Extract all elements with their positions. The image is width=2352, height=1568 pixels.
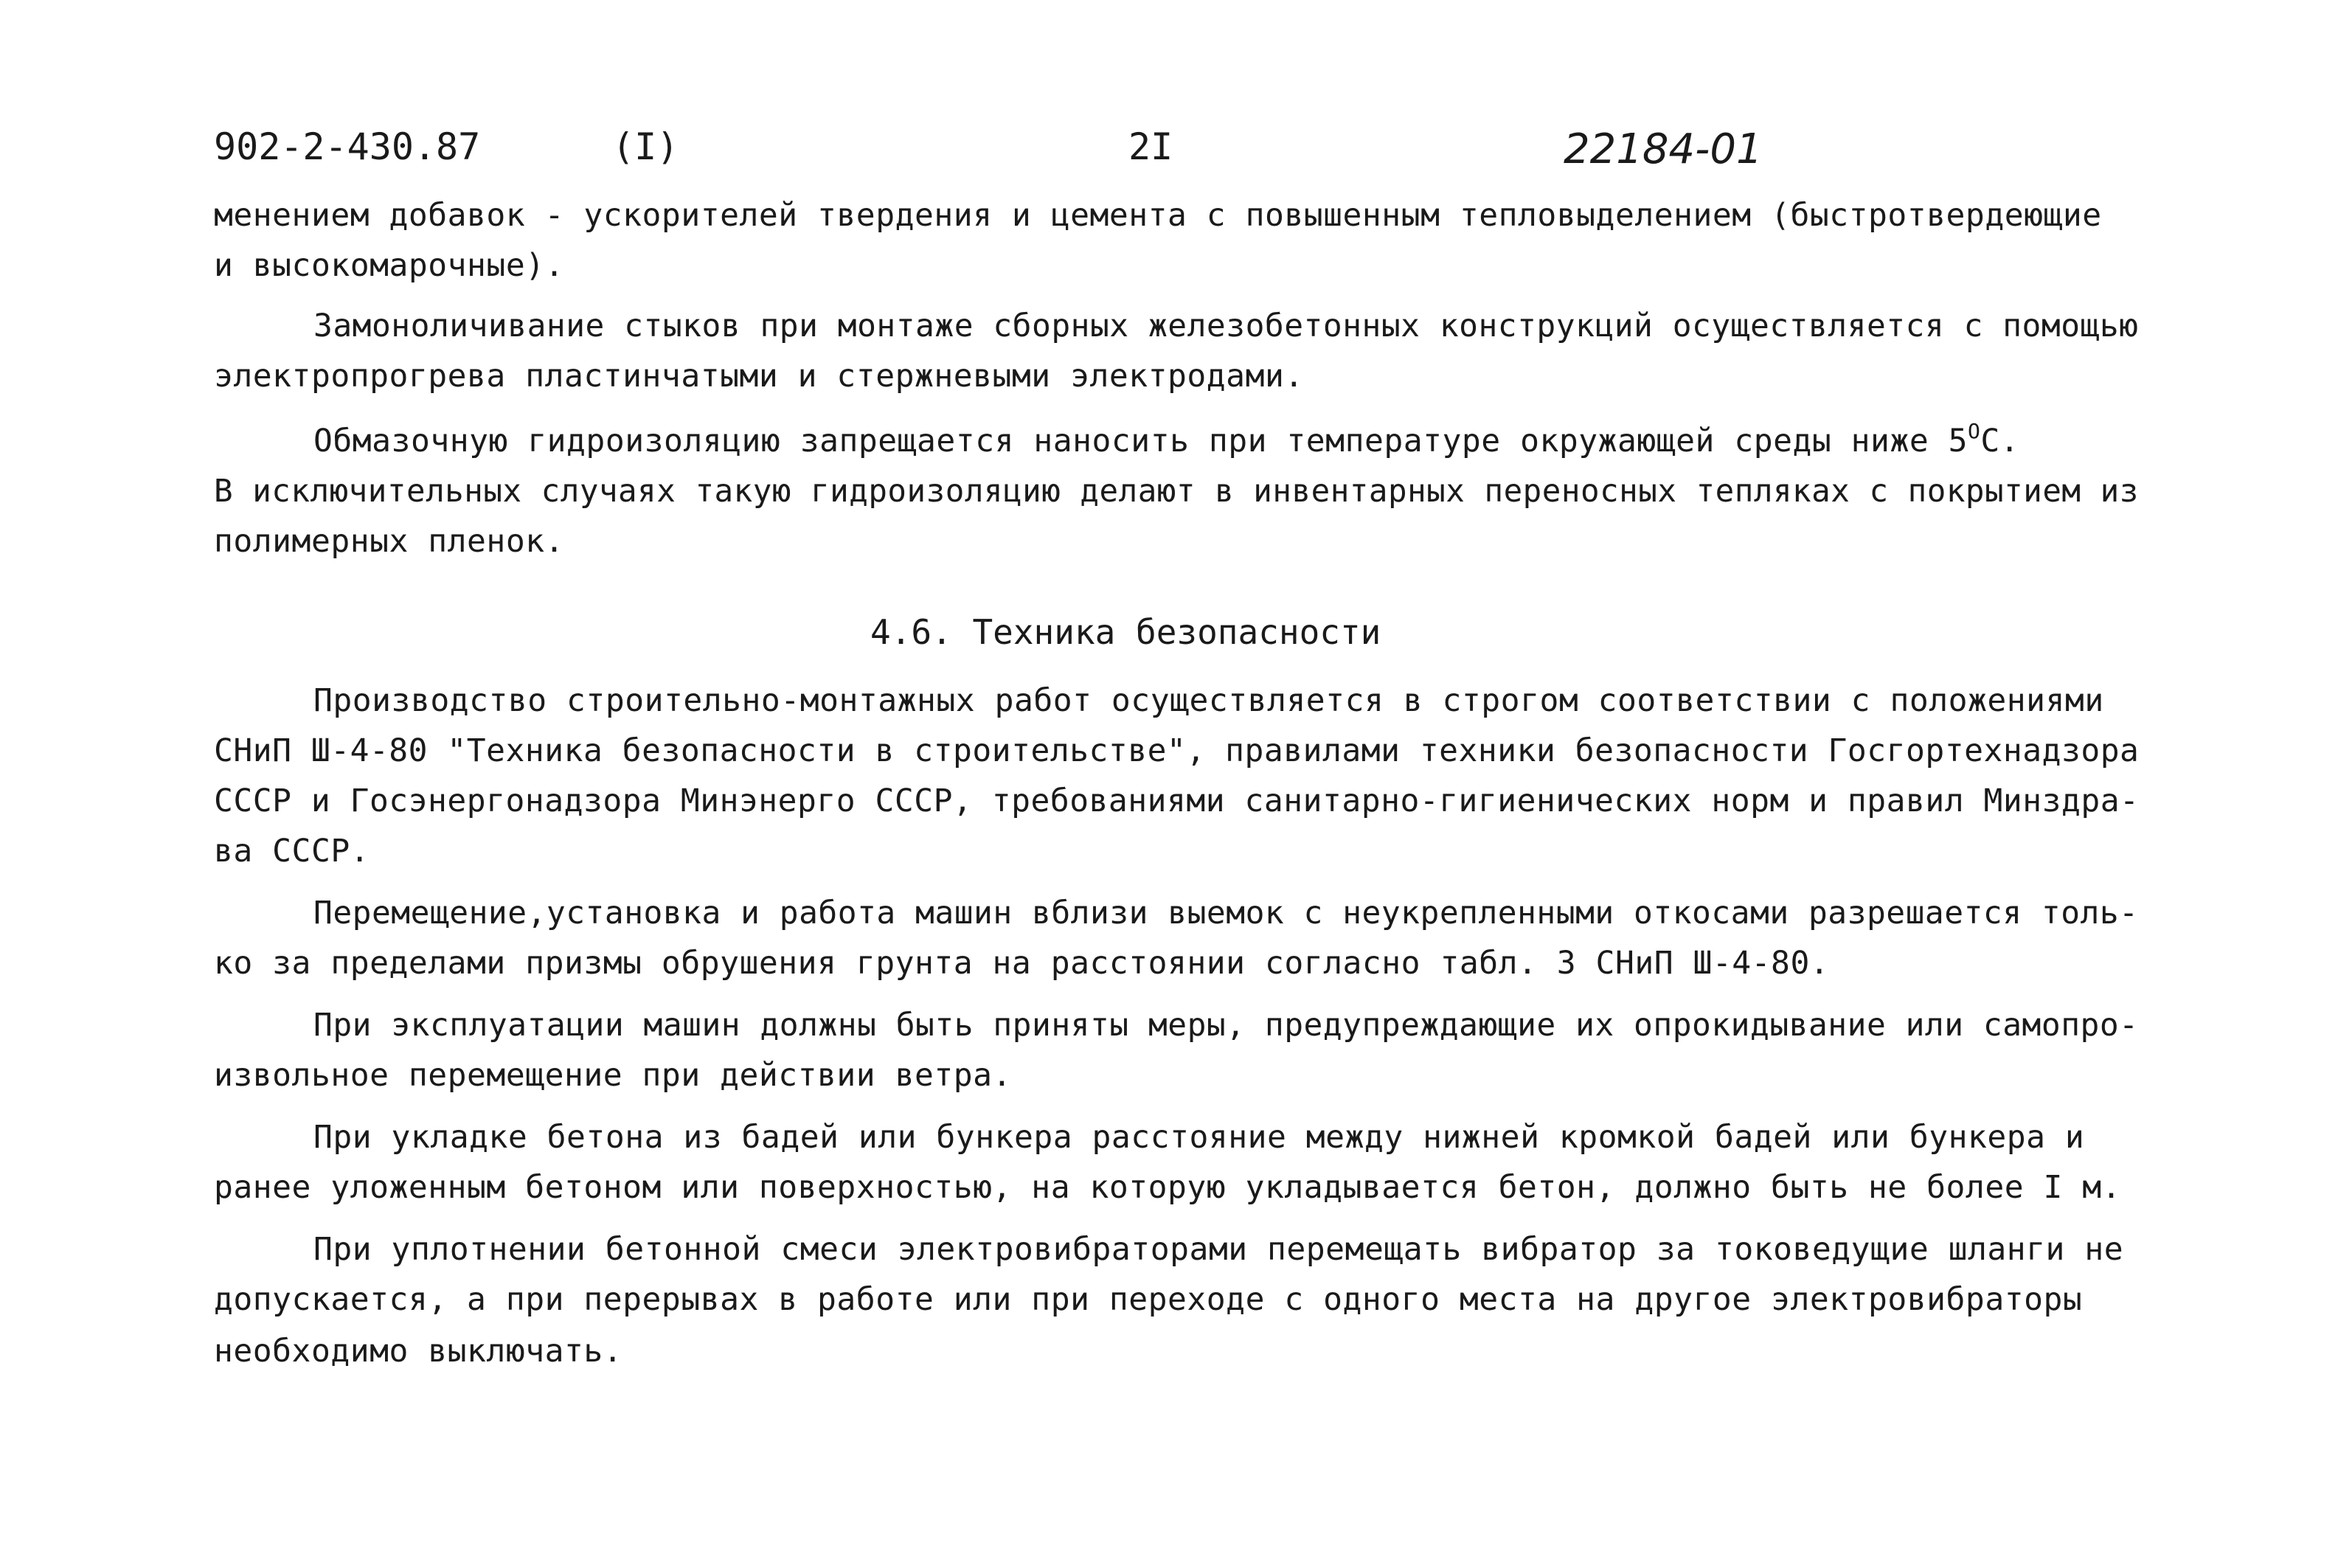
- degree-sign: O: [1968, 419, 1981, 443]
- paragraph-2-line-2: электропрогрева пластинчатыми и стержневыми электродами.: [214, 358, 1304, 395]
- paragraph-8-line-1: При уплотнении бетонной смеси электровибраторами перемещать вибратор за токоведущие шланги не: [313, 1231, 2124, 1268]
- page-header: [214, 125, 2131, 177]
- paragraph-4-line-1: Производство строительно-монтажных работ осуществляется в строгом соответствии с положениями: [313, 682, 2104, 719]
- paragraph-4-line-2: СНиП Ш-4-80 "Техника безопасности в строительстве", правилами техники безопасности Госгортехнадзора: [214, 732, 2140, 769]
- edition-label: (I): [612, 125, 679, 168]
- paragraph-5-line-1: Перемещение,установка и работа машин вблизи выемок с неукрепленными откосами разрешается толь-: [313, 895, 2139, 932]
- page-number: 2I: [1128, 125, 1173, 168]
- section-title: 4.6. Техника безопасности: [870, 612, 1381, 652]
- paragraph-8-line-2: допускается, а при перерывах в работе или при переходе с одного места на другое электровибраторы: [214, 1281, 2083, 1318]
- paragraph-1-line-2: и высокомарочные).: [214, 247, 564, 284]
- paragraph-5-line-2: ко за пределами призмы обрушения грунта на расстоянии согласно табл. 3 СНиП Ш-4-80.: [214, 945, 1830, 982]
- paragraph-3-line-1-end: С.: [1980, 423, 2020, 459]
- paragraph-8-line-3: необходимо выключать.: [214, 1333, 623, 1370]
- paragraph-7-line-2: ранее уложенным бетоном или поверхностью, на которую укладывается бетон, должно быть не более I м.: [214, 1169, 2122, 1206]
- paragraph-3-line-3: полимерных пленок.: [214, 523, 564, 560]
- paragraph-6-line-1: При эксплуатации машин должны быть приняты меры, предупреждающие их опрокидывание или самопро-: [313, 1007, 2139, 1044]
- paragraph-7-line-1: При укладке бетона из бадей или бункера расстояние между нижней кромкой бадей или бункера и: [313, 1119, 2085, 1156]
- paragraph-1-line-1: менением добавок - ускорителей твердения и цемента с повышенным тепловыделением (быстротвердеющие: [214, 197, 2102, 234]
- paragraph-2-line-1: Замоноличивание стыков при монтаже сборных железобетонных конструкций осуществляется с помощью: [313, 308, 2139, 344]
- paragraph-3-line-1: [313, 419, 2019, 463]
- paragraph-3-line-2: В исключительных случаях такую гидроизоляцию делают в инвентарных переносных тепляках с покрытием из: [214, 473, 2139, 510]
- paragraph-3-line-1-text: Обмазочную гидроизоляцию запрещается наносить при температуре окружающей среды ниже 5: [313, 423, 1968, 459]
- paragraph-4-line-4: ва СССР.: [214, 833, 370, 870]
- document-code: 902-2-430.87: [214, 125, 481, 168]
- paragraph-4-line-3: СССР и Госэнергонадзора Минэнерго СССР, требованиями санитарно-гигиенических норм и правил Минздра-: [214, 783, 2140, 819]
- inventory-number: 22184-01: [1564, 125, 1763, 173]
- paragraph-6-line-2: извольное перемещение при действии ветра.: [214, 1057, 1012, 1094]
